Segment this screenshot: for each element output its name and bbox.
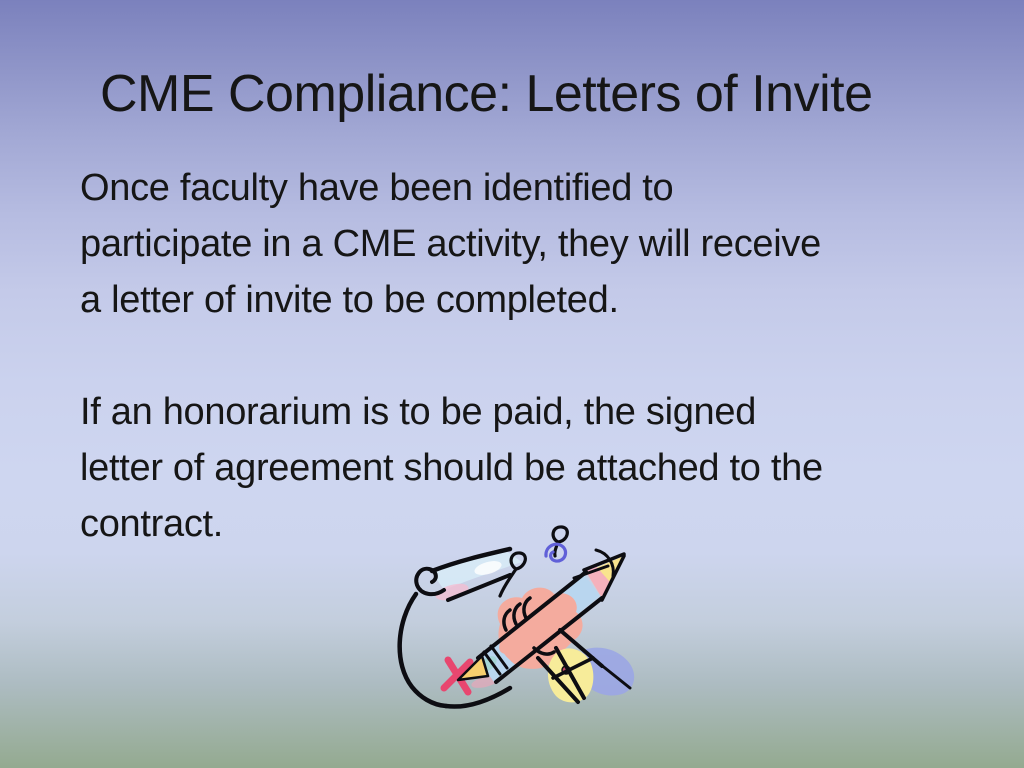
squiggle-decoration [500,527,567,596]
hand-signing-scroll-clipart [388,512,650,727]
body-text-line: contract. [80,503,224,545]
body-text-line: If an honorarium is to be paid, the signed [80,391,757,433]
body-text-line: a letter of invite to be completed. [80,279,619,321]
body-paragraph-1 [80,160,980,328]
body-text-line: letter of agreement should be attached to the [80,447,823,489]
body-text-line: Once faculty have been identified to [80,167,674,209]
body-text-line: participate in a CME activity, they will receive [80,223,821,265]
slide-title: CME Compliance: Letters of Invite [100,65,873,123]
